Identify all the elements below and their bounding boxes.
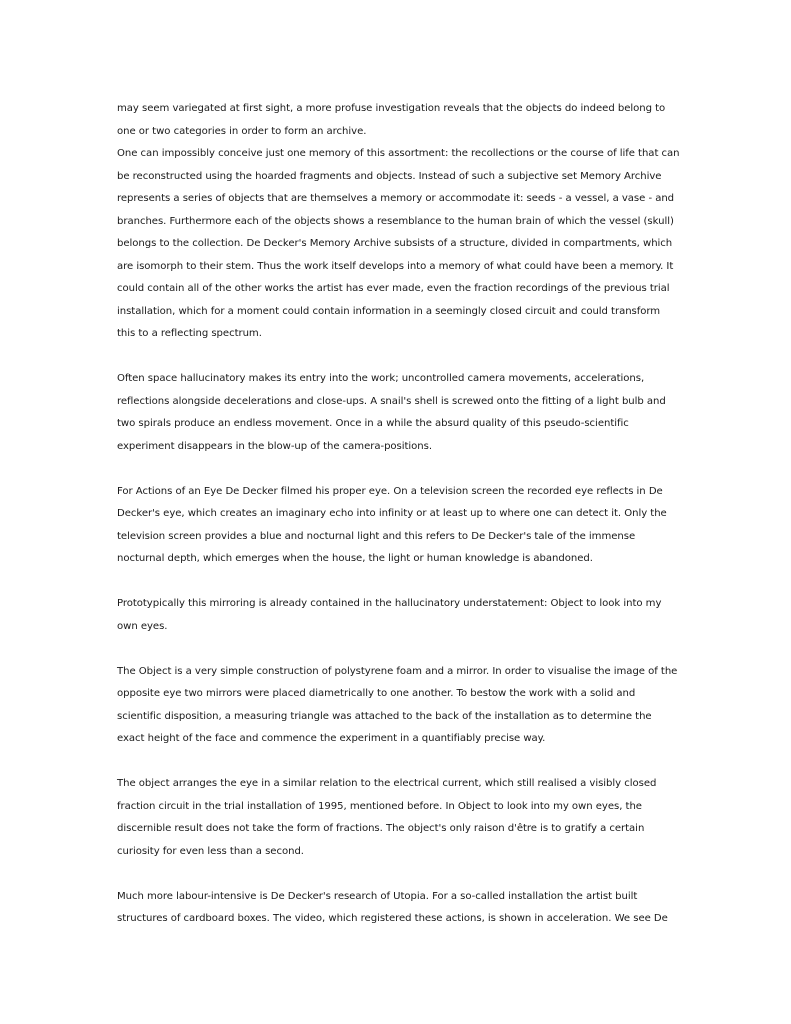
text-line: branches. Furthermore each of the objects shows a resemblance to the human brain of which the vessel (skull)	[117, 215, 674, 227]
text-line: this to a reflecting spectrum.	[117, 328, 262, 339]
paragraph-electrical-current	[117, 773, 677, 863]
paragraph-utopia	[117, 886, 677, 931]
text-line: For Actions of an Eye De Decker filmed his proper eye. On a television screen the recorded eye reflects in De	[117, 485, 663, 497]
paragraph-gap	[117, 458, 677, 481]
paragraph-gap	[117, 571, 677, 594]
text-line: be reconstructed using the hoarded fragments and objects. Instead of such a subjective set Memory Archive	[117, 170, 662, 182]
text-line: scientific disposition, a measuring triangle was attached to the back of the installation as to determine the	[117, 710, 652, 722]
text-line: could contain all of the other works the artist has ever made, even the fraction recordings of the previous trial	[117, 283, 670, 294]
text-line: installation, which for a moment could contain information in a seemingly closed circuit and could transform	[117, 305, 661, 317]
text-line: opposite eye two mirrors were placed diametrically to one another. To bestow the work with a solid and	[117, 688, 636, 699]
text-line: belongs to the collection. De Decker's Memory Archive subsists of a structure, divided in compartments, which	[117, 238, 673, 249]
text-line: fraction circuit in the trial installation of 1995, mentioned before. In Object to look into my own eyes, the	[117, 800, 642, 812]
text-line: own eyes.	[117, 620, 168, 632]
text-line: television screen provides a blue and nocturnal light and this refers to De Decker's tale of the immense	[117, 530, 636, 542]
text-line: structures of cardboard boxes. The video, which registered these actions, is shown in acceleration. We see De	[117, 913, 668, 924]
text-line: curiosity for even less than a second.	[117, 845, 304, 857]
text-line: represents a series of objects that are themselves a memory or accommodate it: seeds - a vessel, a vase - and	[117, 193, 675, 204]
paragraph-mirroring	[117, 593, 677, 638]
paragraph-memory-archive	[117, 143, 680, 346]
text-line: Prototypically this mirroring is already contained in the hallucinatory understatement: Object to look into my	[117, 598, 662, 609]
paragraph-gap	[117, 751, 677, 774]
paragraph-gap	[117, 863, 677, 886]
paragraph-hallucinatory-space	[117, 368, 677, 458]
text-line: may seem variegated at first sight, a more profuse investigation reveals that the objects do indeed belong to	[117, 103, 666, 114]
text-line: The object arranges the eye in a similar relation to the electrical current, which still realised a visibly closed	[117, 778, 657, 789]
text-line: two spirals produce an endless movement. Once in a while the absurd quality of this pseudo-scientific	[117, 418, 629, 429]
text-line: Much more labour-intensive is De Decker's research of Utopia. For a so-called installation the artist built	[117, 890, 638, 902]
text-line: exact height of the face and commence the experiment in a quantifiably precise way.	[117, 733, 546, 744]
text-line: The Object is a very simple construction of polystyrene foam and a mirror. In order to visualise the image of the	[117, 665, 678, 677]
text-line: Decker's eye, which creates an imaginary echo into infinity or at least up to where one can detect it. Only the	[117, 508, 667, 519]
text-line: reflections alongside decelerations and close-ups. A snail's shell is screwed onto the fitting of a light bulb and	[117, 395, 666, 407]
text-line: discernible result does not take the form of fractions. The object's only raison d'être is to gratify a certain	[117, 823, 645, 834]
paragraph-gap	[117, 638, 677, 661]
paragraph-archive-intro	[117, 98, 677, 143]
text-line: One can impossibly conceive just one memory of this assortment: the recollections or the course of life that can	[117, 148, 680, 159]
paragraph-gap	[117, 346, 677, 369]
text-line: Often space hallucinatory makes its entry into the work; uncontrolled camera movements, accelerations,	[117, 373, 645, 384]
document-page	[117, 98, 680, 931]
paragraph-actions-of-an-eye	[117, 481, 677, 571]
paragraph-object-construction	[117, 661, 677, 751]
text-line: one or two categories in order to form an archive.	[117, 125, 367, 137]
text-line: nocturnal depth, which emerges when the house, the light or human knowledge is abandoned.	[117, 553, 593, 564]
text-line: are isomorph to their stem. Thus the work itself develops into a memory of what could have been a memory. It	[117, 260, 674, 272]
text-line: experiment disappears in the blow-up of the camera-positions.	[117, 440, 433, 452]
